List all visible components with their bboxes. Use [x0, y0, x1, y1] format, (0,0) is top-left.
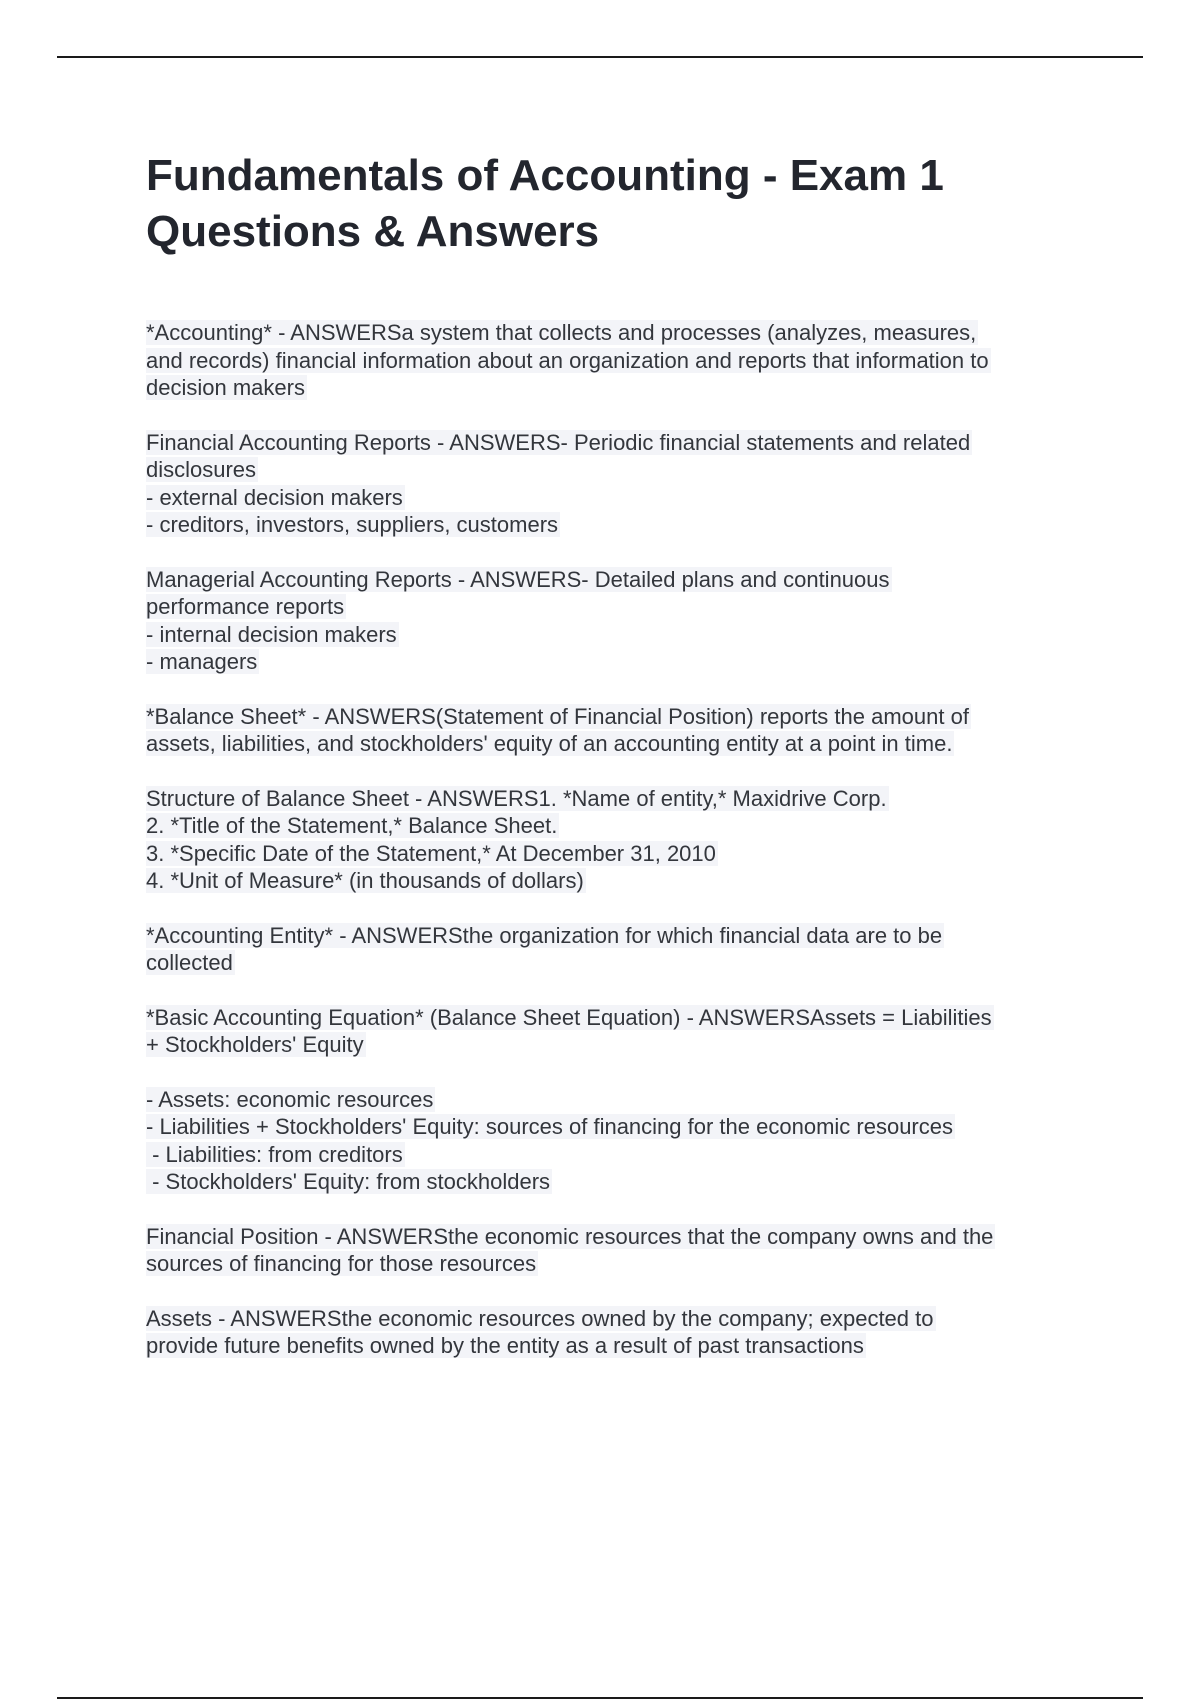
qa-line: Financial Accounting Reports - ANSWERS- Periodic financial statements and related [146, 429, 971, 455]
qa-line: sources of financing for those resources [146, 1251, 537, 1276]
qa-line: Structure of Balance Sheet - ANSWERS1. *Name of entity,* Maxidrive Corp. [146, 785, 887, 811]
qa-line: - Liabilities + Stockholders' Equity: sources of financing for the economic resources [146, 1114, 953, 1139]
top-rule [57, 56, 1143, 58]
qa-line: and records) financial information about an organization and reports that information to [146, 347, 989, 373]
qa-line: 4. *Unit of Measure* (in thousands of dollars) [146, 868, 584, 893]
bottom-rule [57, 1697, 1143, 1699]
qa-line: *Basic Accounting Equation* (Balance Sheet Equation) - ANSWERSAssets = Liabilities [146, 1004, 992, 1030]
qa-line: decision makers [146, 375, 305, 400]
qa-line: - managers [146, 649, 258, 674]
qa-list [146, 319, 1086, 1360]
qa-line: Financial Position - ANSWERSthe economic resources that the company owns and the [146, 1223, 994, 1249]
qa-line: collected [146, 950, 233, 975]
qa-entry-accounting-entity [146, 922, 1086, 977]
qa-entry-managerial-accounting-reports [146, 566, 1086, 676]
qa-entry-financial-accounting-reports [146, 429, 1086, 539]
qa-entry-assets [146, 1305, 1086, 1360]
qa-line: *Accounting Entity* - ANSWERSthe organization for which financial data are to be [146, 922, 943, 948]
qa-line: Assets - ANSWERSthe economic resources owned by the company; expected to [146, 1305, 934, 1331]
qa-entry-basic-accounting-equation [146, 1004, 1086, 1059]
qa-entry-balance-sheet [146, 703, 1086, 758]
qa-line: + Stockholders' Equity [146, 1032, 364, 1057]
document-title [146, 148, 1086, 260]
qa-line: *Balance Sheet* - ANSWERS(Statement of Financial Position) reports the amount of [146, 703, 969, 729]
qa-line: - creditors, investors, suppliers, customers [146, 512, 559, 537]
qa-entry-structure-of-balance-sheet [146, 785, 1086, 895]
qa-entry-financial-position [146, 1223, 1086, 1278]
qa-line: - Liabilities: from creditors [146, 1141, 403, 1167]
qa-entry-equation-components [146, 1086, 1086, 1196]
qa-line: *Accounting* - ANSWERSa system that collects and processes (analyzes, measures, [146, 320, 977, 345]
qa-line: disclosures [146, 457, 257, 482]
title-line: Questions & Answers [146, 207, 600, 256]
qa-line: assets, liabilities, and stockholders' equity of an accounting entity at a point in time. [146, 731, 953, 756]
qa-line: provide future benefits owned by the entity as a result of past transactions [146, 1333, 864, 1358]
qa-line: - Assets: economic resources [146, 1086, 434, 1112]
title-line: Fundamentals of Accounting - Exam 1 [146, 151, 944, 200]
qa-line: Managerial Accounting Reports - ANSWERS- Detailed plans and continuous [146, 566, 890, 592]
qa-line: 2. *Title of the Statement,* Balance Sheet. [146, 813, 558, 838]
qa-line: - Stockholders' Equity: from stockholders [146, 1169, 551, 1194]
qa-line: - internal decision makers [146, 621, 397, 647]
qa-line: 3. *Specific Date of the Statement,* At December 31, 2010 [146, 840, 716, 866]
qa-line: - external decision makers [146, 484, 403, 510]
qa-entry-accounting [146, 319, 1086, 402]
qa-line: performance reports [146, 594, 345, 619]
document-body [146, 148, 1086, 1387]
